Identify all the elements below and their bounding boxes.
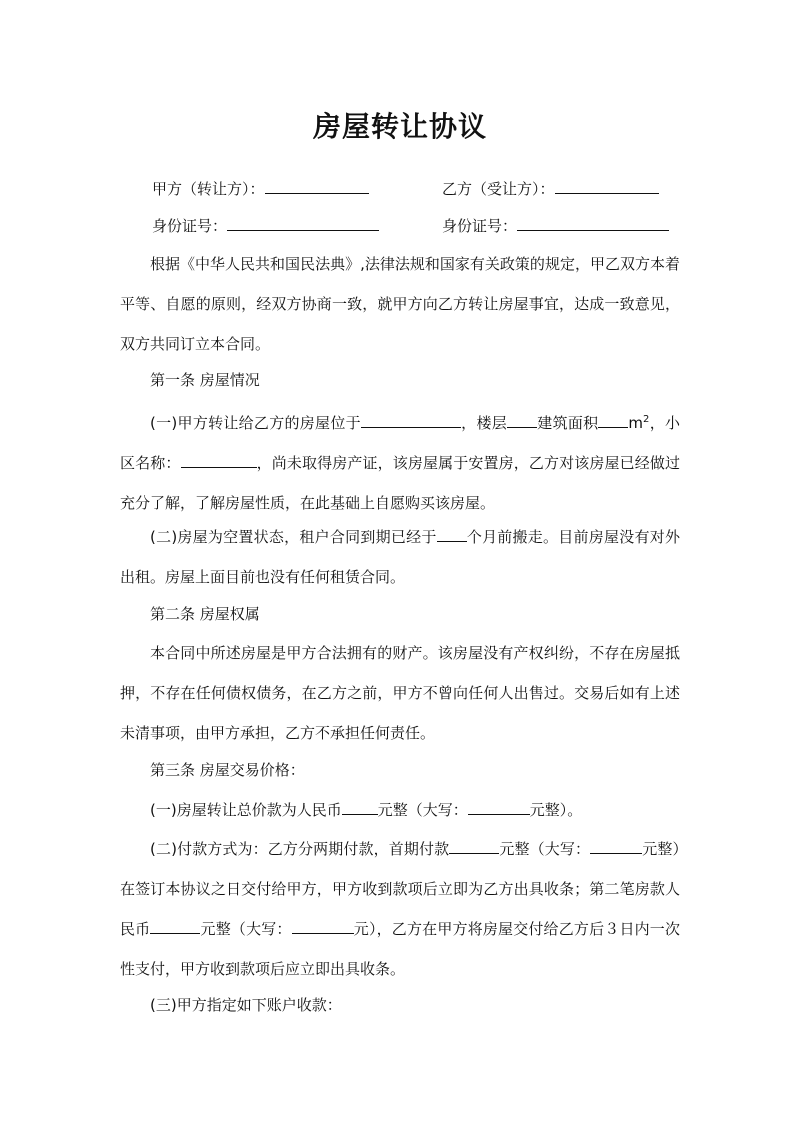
party-a-blank[interactable] (265, 176, 369, 194)
party-b-id-line (442, 213, 669, 238)
intro-paragraph: 根据《中华人民共和国民法典》,法律法规和国家有关政策的规定，甲乙双方本着平等、自愿的原则，经双方协商一致，就甲方向乙方转让房屋事宜，达成一致意见，双方共同订立本合同。 (120, 255, 680, 353)
article1-clause1: (一)甲方转让给乙方的房屋位于 ，楼层 建筑面积 $m^2$，小区名称： ，尚未取得房产证，该房屋属于安置房，乙方对该房屋已经做过充分了解，了解房屋性质，在此基础上自愿购买该房屋。 (120, 400, 680, 523)
party-b-id-label: 身份证号： (442, 217, 518, 235)
article3-heading: 第三条 房屋交易价格： (150, 761, 305, 779)
party-b-line (442, 176, 659, 201)
second-payment-words-blank[interactable] (292, 916, 354, 934)
article3-clause3: (三)甲方指定如下账户收款： (150, 996, 342, 1014)
party-b-id-blank[interactable] (517, 213, 669, 231)
location-blank[interactable] (361, 410, 461, 428)
first-payment-words-blank[interactable] (590, 836, 642, 854)
document-title: 房屋转让协议 (312, 110, 487, 143)
article1-clause2: (二)房屋为空置状态，租户合同到期已经于 个月前搬走。目前房屋没有对外出租。房屋上面目前也没有任何租赁合同。 (120, 517, 680, 597)
community-blank[interactable] (181, 450, 257, 468)
floor-blank[interactable] (507, 410, 537, 428)
second-payment-blank[interactable] (150, 916, 200, 934)
total-price-blank[interactable] (342, 797, 378, 815)
party-a-id-blank[interactable] (227, 213, 379, 231)
total-price-words-blank[interactable] (468, 797, 530, 815)
party-b-blank[interactable] (555, 176, 659, 194)
party-a-id-line (152, 213, 379, 238)
first-payment-blank[interactable] (449, 836, 499, 854)
party-b-label: 乙方（受让方）： (442, 180, 555, 198)
article3-clause1: (一)房屋转让总价款为人民币 元整（大写： 元整）。 (120, 790, 680, 830)
party-a-id-label: 身份证号： (152, 217, 228, 235)
party-a-line (152, 176, 369, 201)
article3-clause2: (二)付款方式为：乙方分两期付款，首期付款 元整（大写： 元整）在签订本协议之日交付给甲方，甲方收到款项后立即为乙方出具收条；第二笔房款人民币 元整（大写： 元），乙方在甲方将房屋交付给乙方后３日内一次性支付，甲方收到款项后应立即出具收条。 (120, 829, 680, 989)
article2-heading: 第二条 房屋权属 (150, 605, 260, 623)
article1-heading: 第一条 房屋情况 (150, 371, 260, 389)
months-blank[interactable] (437, 524, 467, 542)
article2-text: 本合同中所述房屋是甲方合法拥有的财产。该房屋没有产权纠纷，不存在房屋抵押，不存在任何债权债务，在乙方之前，甲方不曾向任何人出售过。交易后如有上述未清事项，由甲方承担，乙方不承担任何责任。 (120, 644, 680, 742)
area-blank[interactable] (598, 410, 628, 428)
party-a-label: 甲方（转让方）： (152, 180, 265, 198)
